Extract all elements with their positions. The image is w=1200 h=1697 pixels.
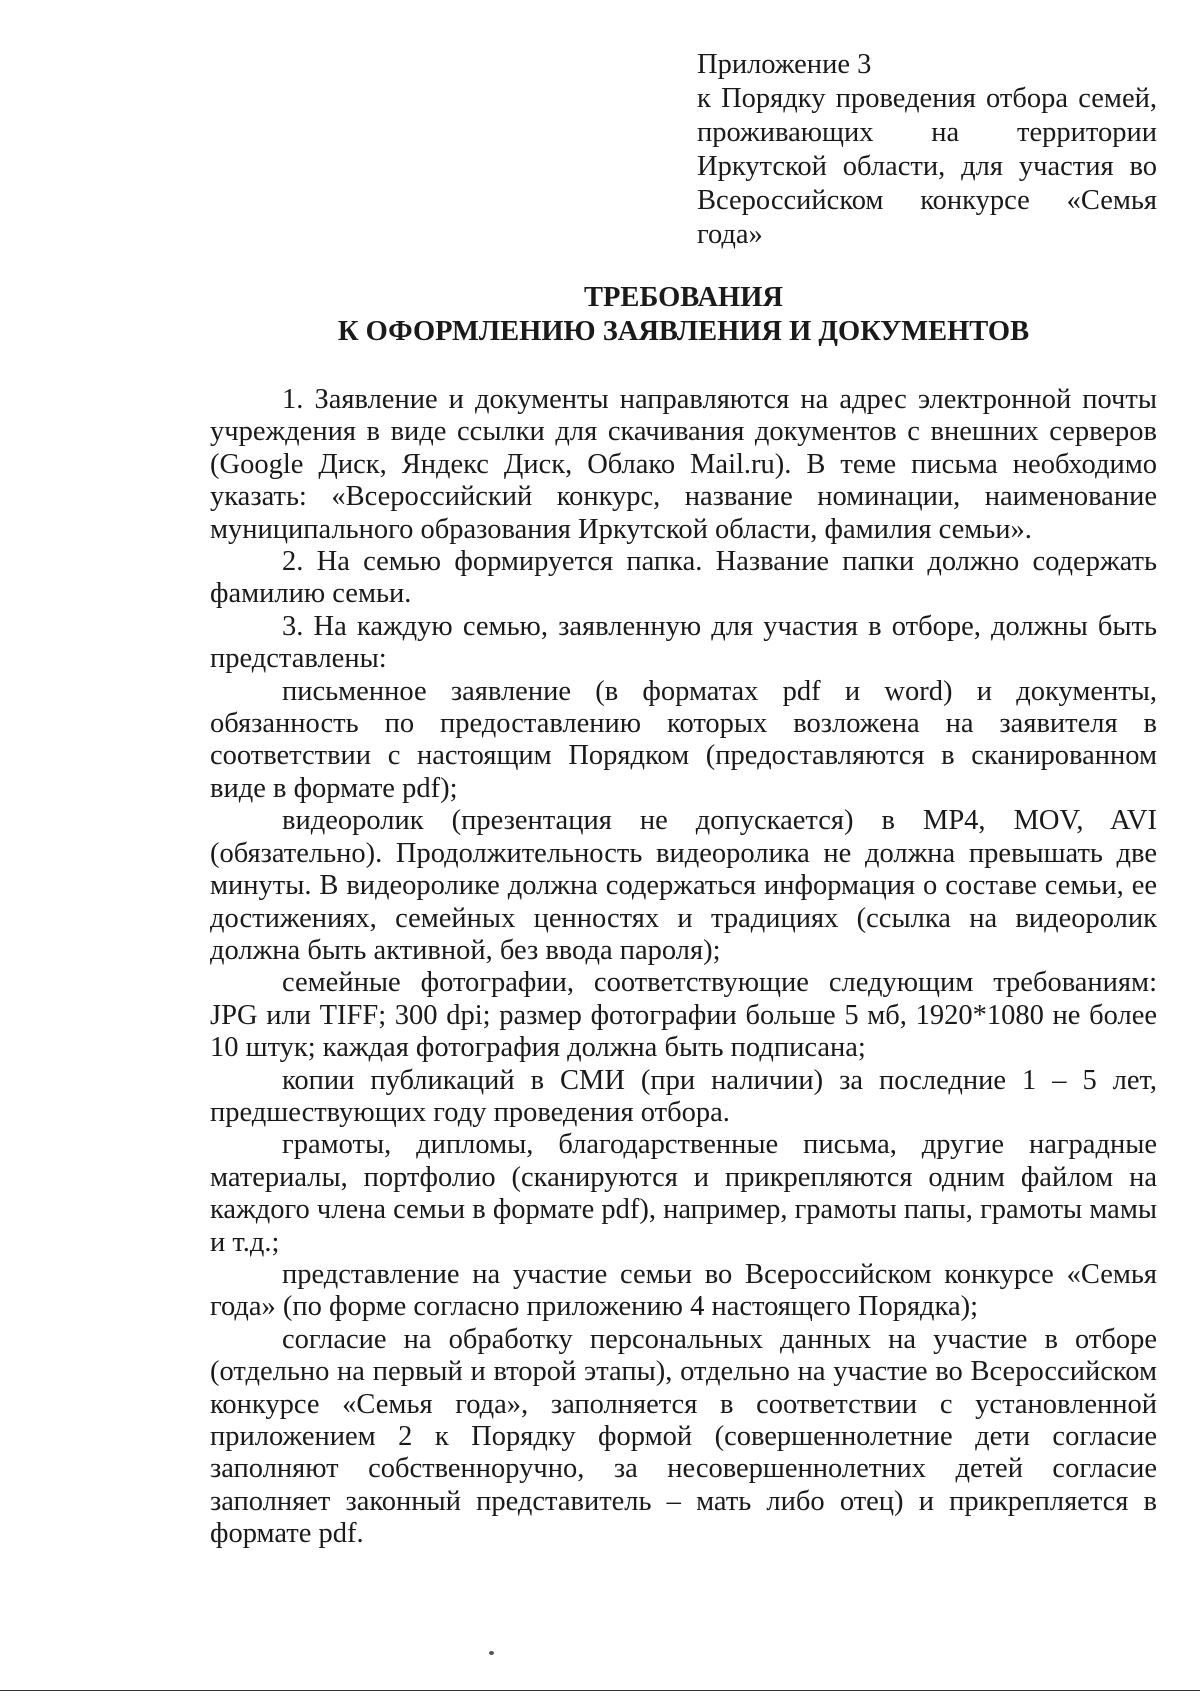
heading-line-2: К ОФОРМЛЕНИЮ ЗАЯВЛЕНИЯ И ДОКУМЕНТОВ bbox=[337, 316, 1030, 347]
list-item-publications: копии публикаций в СМИ (при наличии) за последние 1 – 5 лет, предшествующих году проведения отбора. bbox=[210, 1064, 1157, 1128]
paragraph-item-3: 3. На каждую семью, заявленную для участия в отборе, должны быть представлены: bbox=[210, 610, 1157, 675]
annex-title: Приложение 3 bbox=[697, 49, 872, 80]
annex-block bbox=[697, 48, 1157, 252]
list-item-application: письменное заявление (в форматах pdf и word) и документы, обязанность по предоставлению которых возложена на заявителя в соответствии с настоящим Порядком (предоставляются в сканированном виде в формате pdf); bbox=[210, 675, 1157, 804]
list-item-consent: согласие на обработку персональных данных на участие в отборе (отдельно на первый и второй этапы), отдельно на участие во Всероссийском конкурсе «Семья года», заполняется в соответствии с установленной приложением 2 к Порядку формой (совершеннолетние дети согласие заполняют собственноручно, за несовершеннолетних детей согласие заполняет законный представитель – мать либо отец) и прикрепляется в формате pdf. bbox=[210, 1323, 1157, 1550]
page-bottom-rule bbox=[0, 1690, 1200, 1691]
list-item-awards: грамоты, дипломы, благодарственные письма, другие наградные материалы, портфолио (сканируются и прикрепляются одним файлом на каждого члена семьи в формате pdf), например, грамоты папы, грамоты мамы и т.д.; bbox=[210, 1129, 1157, 1258]
heading-line-1: ТРЕБОВАНИЯ bbox=[584, 282, 783, 313]
paragraph-item-2: 2. На семью формируется папка. Название папки должно содержать фамилию семьи. bbox=[210, 546, 1157, 610]
scan-dot-mark bbox=[489, 1651, 494, 1655]
document-heading bbox=[210, 281, 1157, 349]
annex-reference: к Порядку проведения отбора семей, проживающих на территории Иркутской области, для участия во Всероссийском конкурсе «Семья года» bbox=[697, 83, 1157, 250]
list-item-photos: семейные фотографии, соответствующие следующим требованиям: JPG или TIFF; 300 dpi; размер фотографии больше 5 мб, 1920*1080 не более 10 штук; каждая фотография должна быть подписана; bbox=[210, 967, 1157, 1064]
paragraph-item-1: 1. Заявление и документы направляются на адрес электронной почты учреждения в виде ссылки для скачивания документов с внешних серверов (Google Диск, Яндекс Диск, Облако Mail.ru). В теме письма необходимо указать: «Всероссийский конкурс, название номинации, наименование муниципального образования Иркутской области, фамилия семьи». bbox=[210, 384, 1157, 545]
list-item-nomination: представление на участие семьи во Всероссийском конкурсе «Семья года» (по форме согласно приложению 4 настоящего Порядка); bbox=[210, 1258, 1157, 1323]
document-body bbox=[210, 384, 1157, 1551]
list-item-video: видеоролик (презентация не допускается) в MP4, MOV, AVI (обязательно). Продолжительность видеоролика не должна превышать две минуты. В видеоролике должна содержаться информация о составе семьи, ее достижениях, семейных ценностях и традициях (ссылка на видеоролик должна быть активной, без ввода пароля); bbox=[210, 805, 1157, 966]
